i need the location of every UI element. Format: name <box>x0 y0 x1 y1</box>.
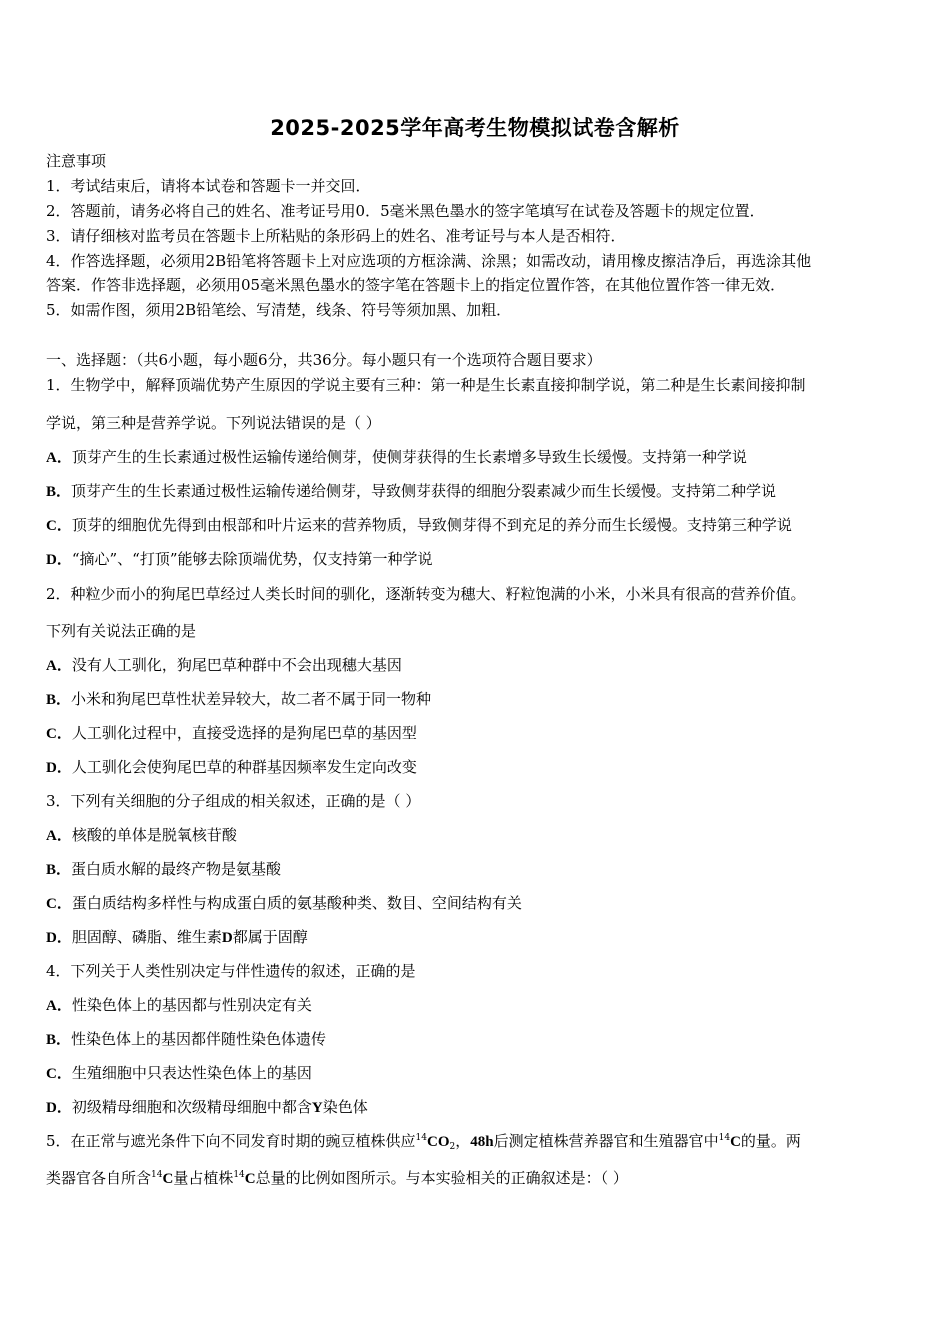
q5-text: 的量。两 <box>740 1132 801 1150</box>
notice-item-4: 4．作答选择题，必须用2B铅笔将答题卡上对应选项的方框涂满、涂黑；如需改动，请用橡皮擦洁净后，再选涂其他 <box>46 252 812 270</box>
option-text: 都属于固醇 <box>232 928 308 946</box>
isotope-superscript: 14 <box>233 1170 245 1180</box>
q5-stem-line-2 <box>46 1168 628 1189</box>
q4-option-a <box>46 995 312 1016</box>
option-letter: C． <box>46 1066 72 1082</box>
page-title: 2025-2025学年高考生物模拟试卷含解析 <box>270 116 680 140</box>
notice-heading: 注意事项 <box>46 152 107 170</box>
option-text: 顶芽产生的生长素通过极性运输传递给侧芽，导致侧芽获得的细胞分裂素减少而生长缓慢。支持第二种学说 <box>71 482 777 500</box>
q1-option-c <box>46 515 792 536</box>
q5-text: 后测定植株营养器官和生殖器官中 <box>493 1132 719 1150</box>
option-letter: D． <box>46 552 72 568</box>
option-letter: B． <box>46 1032 72 1048</box>
isotope-superscript: 14 <box>151 1170 163 1180</box>
option-letter: D． <box>46 760 72 776</box>
q4-option-c <box>46 1063 312 1084</box>
option-letter: C． <box>46 518 72 534</box>
option-letter: D． <box>46 930 72 946</box>
q3-option-d <box>46 927 308 948</box>
vitamin-d-letter: D <box>221 930 233 946</box>
option-letter: A． <box>46 450 72 466</box>
q5-text: 类器官各自所含 <box>46 1169 152 1187</box>
q5-text: ， <box>455 1132 471 1150</box>
q1-stem-line-1: 1．生物学中，解释顶端优势产生原因的学说主要有三种：第一种是生长素直接抑制学说，第二种是生长素间接抑制 <box>46 376 806 394</box>
q4-option-b <box>46 1029 326 1050</box>
q3-option-a <box>46 825 237 846</box>
q1-option-b <box>46 481 776 502</box>
carbon-symbol: C <box>162 1171 174 1187</box>
notice-item-3: 3．请仔细核对监考员在答题卡上所粘贴的条形码上的姓名、准考证号与本人是否相符． <box>46 227 626 245</box>
option-letter: A． <box>46 658 72 674</box>
option-letter: A． <box>46 998 72 1014</box>
option-letter: B． <box>46 862 72 878</box>
isotope-superscript: 14 <box>415 1133 427 1143</box>
option-letter: D． <box>46 1100 72 1116</box>
carbon-symbol: C <box>730 1134 741 1150</box>
option-text: “摘心”、“打顶”能够去除顶端优势，仅支持第一种学说 <box>71 550 433 568</box>
duration: 48h <box>470 1134 494 1150</box>
option-letter: B． <box>46 484 72 500</box>
q2-option-b <box>46 689 431 710</box>
co2-formula: CO <box>427 1134 450 1150</box>
option-letter: A． <box>46 828 72 844</box>
option-text: 人工驯化会使狗尾巴草的种群基因频率发生定向改变 <box>71 758 417 776</box>
option-letter: C． <box>46 726 72 742</box>
notice-item-4-cont: 答案．作答非选择题，必须用05毫米黑色墨水的签字笔在答题卡上的指定位置作答，在其他位置作答一律无效． <box>46 276 786 294</box>
q4-option-d <box>46 1097 368 1118</box>
q1-option-d <box>46 549 433 570</box>
option-text: 性染色体上的基因都与性别决定有关 <box>71 996 312 1014</box>
option-text: 人工驯化过程中，直接受选择的是狗尾巴草的基因型 <box>71 724 417 742</box>
option-text: 性染色体上的基因都伴随性染色体遗传 <box>71 1030 327 1048</box>
y-chromosome-letter: Y <box>311 1100 323 1116</box>
q3-stem: 3．下列有关细胞的分子组成的相关叙述，正确的是（ ） <box>46 792 421 810</box>
option-text: 核酸的单体是脱氧核苷酸 <box>71 826 237 844</box>
q3-option-c <box>46 893 522 914</box>
q2-option-c <box>46 723 417 744</box>
q5-text: 5．在正常与遮光条件下向不同发育时期的豌豆植株供应 <box>46 1132 416 1150</box>
q5-stem-line-1 <box>46 1131 801 1152</box>
option-text: 染色体 <box>322 1098 368 1116</box>
option-text: 生殖细胞中只表达性染色体上的基因 <box>71 1064 312 1082</box>
option-text: 没有人工驯化，狗尾巴草种群中不会出现穗大基因 <box>71 656 402 674</box>
notice-item-5: 5．如需作图，须用2B铅笔绘、写清楚，线条、符号等须加黑、加粗． <box>46 301 512 319</box>
section-heading: 一、选择题：（共6小题，每小题6分，共36分。每小题只有一个选项符合题目要求） <box>46 351 602 369</box>
option-text: 小米和狗尾巴草性状差异较大，故二者不属于同一物种 <box>71 690 432 708</box>
option-text: 蛋白质结构多样性与构成蛋白质的氨基酸种类、数目、空间结构有关 <box>71 894 522 912</box>
option-text: 顶芽的细胞优先得到由根部和叶片运来的营养物质，导致侧芽得不到充足的养分而生长缓慢。支持第三种学说 <box>71 516 792 534</box>
q5-text: 量占植株 <box>173 1169 234 1187</box>
option-text: 蛋白质水解的最终产物是氨基酸 <box>71 860 282 878</box>
option-letter: B． <box>46 692 72 708</box>
carbon-symbol: C <box>244 1171 256 1187</box>
q2-stem-line-1: 2．种粒少而小的狗尾巴草经过人类长时间的驯化，逐渐转变为穗大、籽粒饱满的小米，小米具有很高的营养价值。 <box>46 585 806 603</box>
q1-option-a <box>46 447 747 468</box>
q3-option-b <box>46 859 281 880</box>
option-text: 胆固醇、磷脂、维生素 <box>71 928 222 946</box>
notice-item-1: 1．考试结束后，请将本试卷和答题卡一并交回． <box>46 177 371 195</box>
q2-option-d <box>46 757 417 778</box>
option-text: 初级精母细胞和次级精母细胞中都含 <box>71 1098 312 1116</box>
option-text: 顶芽产生的生长素通过极性运输传递给侧芽，使侧芽获得的生长素增多导致生长缓慢。支持第一种学说 <box>71 448 747 466</box>
co2-subscript: 2 <box>449 1142 456 1152</box>
q2-stem-line-2: 下列有关说法正确的是 <box>46 622 197 640</box>
option-letter: C． <box>46 896 72 912</box>
notice-item-2: 2．答题前，请务必将自己的姓名、准考证号用0．5毫米黑色墨水的签字笔填写在试卷及答题卡的规定位置． <box>46 202 765 220</box>
isotope-superscript: 14 <box>718 1133 731 1143</box>
q2-option-a <box>46 655 402 676</box>
q1-stem-line-2: 学说，第三种是营养学说。下列说法错误的是（ ） <box>46 414 381 432</box>
q4-stem: 4．下列关于人类性别决定与伴性遗传的叙述，正确的是 <box>46 962 416 980</box>
q5-text: 总量的比例如图所示。与本实验相关的正确叙述是：（ ） <box>255 1169 628 1187</box>
